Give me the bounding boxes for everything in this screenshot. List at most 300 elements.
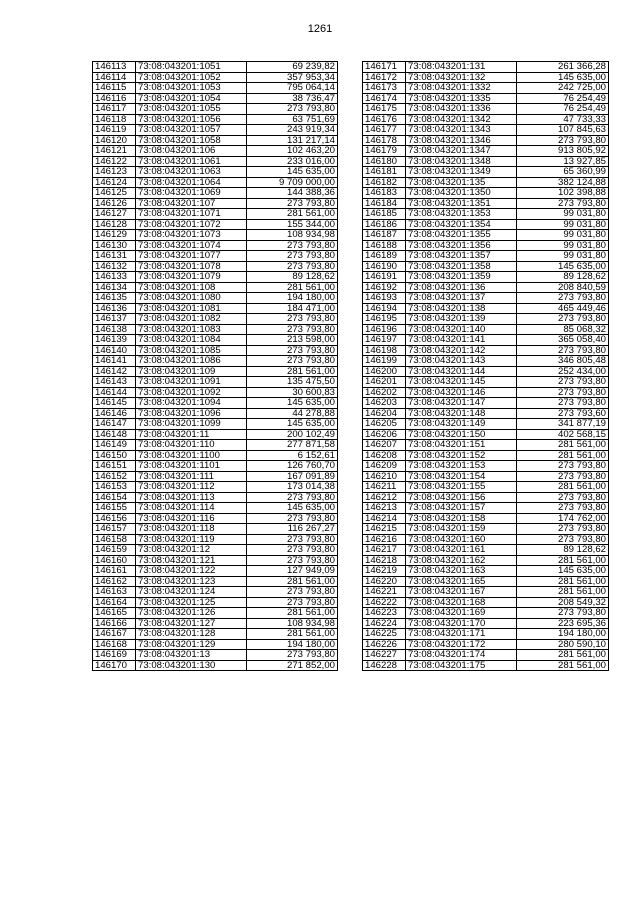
row-number-cell: 146116 — [93, 93, 136, 104]
data-table-right — [362, 61, 609, 671]
cadastral-number-cell: 73:08:043201:111 — [136, 471, 247, 482]
value-cell: 281 561,00 — [517, 660, 609, 671]
row-number-cell: 146221 — [363, 587, 406, 598]
table-row — [363, 251, 609, 262]
cadastral-number-cell: 73:08:043201:1092 — [136, 387, 247, 398]
cadastral-number-cell: 73:08:043201:153 — [406, 461, 517, 472]
row-number-cell: 146134 — [93, 282, 136, 293]
table-row — [363, 471, 609, 482]
row-number-cell: 146119 — [93, 125, 136, 136]
cadastral-number-cell: 73:08:043201:1069 — [136, 188, 247, 199]
table-row — [363, 356, 609, 367]
cadastral-number-cell: 73:08:043201:1073 — [136, 230, 247, 241]
table-row — [363, 240, 609, 251]
table-row — [363, 177, 609, 188]
table-row — [93, 398, 338, 409]
table-row — [363, 545, 609, 556]
table-row — [93, 156, 338, 167]
row-number-cell: 146204 — [363, 408, 406, 419]
cadastral-number-cell: 73:08:043201:145 — [406, 377, 517, 388]
row-number-cell: 146126 — [93, 198, 136, 209]
cadastral-number-cell: 73:08:043201:155 — [406, 482, 517, 493]
value-cell: 89 128,62 — [517, 545, 609, 556]
row-number-cell: 146117 — [93, 104, 136, 115]
cadastral-number-cell: 73:08:043201:158 — [406, 513, 517, 524]
table-row — [93, 555, 338, 566]
table-row — [363, 125, 609, 136]
cadastral-number-cell: 73:08:043201:1349 — [406, 167, 517, 178]
value-cell: 208 549,32 — [517, 597, 609, 608]
table-row — [93, 177, 338, 188]
value-cell: 273 793,80 — [517, 461, 609, 472]
cadastral-number-cell: 73:08:043201:119 — [136, 534, 247, 545]
cadastral-number-cell: 73:08:043201:136 — [406, 282, 517, 293]
cadastral-number-cell: 73:08:043201:1072 — [136, 219, 247, 230]
table-row — [363, 492, 609, 503]
table-row — [363, 450, 609, 461]
table-row — [363, 629, 609, 640]
cadastral-number-cell: 73:08:043201:1079 — [136, 272, 247, 283]
row-number-cell: 146125 — [93, 188, 136, 199]
value-cell: 913 805,92 — [517, 146, 609, 157]
value-cell: 69 239,82 — [247, 62, 338, 73]
cadastral-number-cell: 73:08:043201:167 — [406, 587, 517, 598]
value-cell: 273 793,80 — [517, 387, 609, 398]
row-number-cell: 146213 — [363, 503, 406, 514]
row-number-cell: 146179 — [363, 146, 406, 157]
table-row — [93, 366, 338, 377]
row-number-cell: 146166 — [93, 618, 136, 629]
table-row — [93, 146, 338, 157]
cadastral-number-cell: 73:08:043201:1054 — [136, 93, 247, 104]
row-number-cell: 146140 — [93, 345, 136, 356]
table-row — [93, 587, 338, 598]
value-cell: 99 031,80 — [517, 209, 609, 220]
row-number-cell: 146124 — [93, 177, 136, 188]
value-cell: 281 561,00 — [517, 450, 609, 461]
table-row — [93, 356, 338, 367]
row-number-cell: 146214 — [363, 513, 406, 524]
value-cell: 145 635,00 — [517, 566, 609, 577]
cadastral-number-cell: 73:08:043201:112 — [136, 482, 247, 493]
row-number-cell: 146160 — [93, 555, 136, 566]
row-number-cell: 146184 — [363, 198, 406, 209]
table-row — [93, 461, 338, 472]
table-body-right — [363, 62, 609, 671]
cadastral-number-cell: 73:08:043201:174 — [406, 650, 517, 661]
table-row — [93, 230, 338, 241]
row-number-cell: 146156 — [93, 513, 136, 524]
cadastral-number-cell: 73:08:043201:127 — [136, 618, 247, 629]
row-number-cell: 146223 — [363, 608, 406, 619]
cadastral-number-cell: 73:08:043201:151 — [406, 440, 517, 451]
row-number-cell: 146136 — [93, 303, 136, 314]
value-cell: 194 180,00 — [247, 293, 338, 304]
cadastral-number-cell: 73:08:043201:106 — [136, 146, 247, 157]
cadastral-number-cell: 73:08:043201:148 — [406, 408, 517, 419]
table-row — [93, 471, 338, 482]
value-cell: 281 561,00 — [517, 587, 609, 598]
row-number-cell: 146163 — [93, 587, 136, 598]
cadastral-number-cell: 73:08:043201:124 — [136, 587, 247, 598]
cadastral-number-cell: 73:08:043201:165 — [406, 576, 517, 587]
cadastral-number-cell: 73:08:043201:125 — [136, 597, 247, 608]
value-cell: 281 561,00 — [247, 209, 338, 220]
cadastral-number-cell: 73:08:043201:160 — [406, 534, 517, 545]
table-row — [93, 545, 338, 556]
table-row — [363, 555, 609, 566]
row-number-cell: 146177 — [363, 125, 406, 136]
cadastral-number-cell: 73:08:043201:1094 — [136, 398, 247, 409]
cadastral-number-cell: 73:08:043201:129 — [136, 639, 247, 650]
cadastral-number-cell: 73:08:043201:1078 — [136, 261, 247, 272]
row-number-cell: 146145 — [93, 398, 136, 409]
cadastral-number-cell: 73:08:043201:135 — [406, 177, 517, 188]
row-number-cell: 146127 — [93, 209, 136, 220]
value-cell: 155 344,00 — [247, 219, 338, 230]
value-cell: 116 267,27 — [247, 524, 338, 535]
cadastral-number-cell: 73:08:043201:152 — [406, 450, 517, 461]
value-cell: 194 180,00 — [517, 629, 609, 640]
value-cell: 273 793,80 — [247, 261, 338, 272]
cadastral-number-cell: 73:08:043201:1085 — [136, 345, 247, 356]
value-cell: 108 934,98 — [247, 230, 338, 241]
table-row — [363, 576, 609, 587]
value-cell: 6 152,61 — [247, 450, 338, 461]
row-number-cell: 146203 — [363, 398, 406, 409]
data-table-left — [92, 61, 338, 671]
value-cell: 9 709 000,00 — [247, 177, 338, 188]
row-number-cell: 146200 — [363, 366, 406, 377]
value-cell: 271 852,00 — [247, 660, 338, 671]
table-row — [93, 419, 338, 430]
table-row — [363, 114, 609, 125]
value-cell: 102 398,88 — [517, 188, 609, 199]
row-number-cell: 146210 — [363, 471, 406, 482]
row-number-cell: 146113 — [93, 62, 136, 73]
row-number-cell: 146118 — [93, 114, 136, 125]
row-number-cell: 146133 — [93, 272, 136, 283]
cadastral-number-cell: 73:08:043201:154 — [406, 471, 517, 482]
cadastral-number-cell: 73:08:043201:1332 — [406, 83, 517, 94]
value-cell: 145 635,00 — [247, 167, 338, 178]
table-row — [93, 513, 338, 524]
table-row — [363, 324, 609, 335]
row-number-cell: 146219 — [363, 566, 406, 577]
table-row — [93, 335, 338, 346]
row-number-cell: 146178 — [363, 135, 406, 146]
row-number-cell: 146194 — [363, 303, 406, 314]
cadastral-number-cell: 73:08:043201:144 — [406, 366, 517, 377]
value-cell: 102 463,20 — [247, 146, 338, 157]
row-number-cell: 146175 — [363, 104, 406, 115]
row-number-cell: 146215 — [363, 524, 406, 535]
cadastral-number-cell: 73:08:043201:1091 — [136, 377, 247, 388]
value-cell: 273 793,80 — [247, 345, 338, 356]
row-number-cell: 146148 — [93, 429, 136, 440]
cadastral-number-cell: 73:08:043201:162 — [406, 555, 517, 566]
value-cell: 795 064,14 — [247, 83, 338, 94]
page-number: 1261 — [307, 23, 333, 35]
cadastral-number-cell: 73:08:043201:1347 — [406, 146, 517, 157]
value-cell: 273 793,80 — [247, 240, 338, 251]
cadastral-number-cell: 73:08:043201:1356 — [406, 240, 517, 251]
value-cell: 273 793,60 — [517, 408, 609, 419]
table-row — [93, 629, 338, 640]
row-number-cell: 146114 — [93, 72, 136, 83]
cadastral-number-cell: 73:08:043201:157 — [406, 503, 517, 514]
table-row — [363, 440, 609, 451]
cadastral-number-cell: 73:08:043201:11 — [136, 429, 247, 440]
row-number-cell: 146187 — [363, 230, 406, 241]
value-cell: 261 366,28 — [517, 62, 609, 73]
value-cell: 273 793,80 — [517, 534, 609, 545]
cadastral-number-cell: 73:08:043201:118 — [136, 524, 247, 535]
cadastral-number-cell: 73:08:043201:116 — [136, 513, 247, 524]
table-row — [363, 618, 609, 629]
table-row — [93, 240, 338, 251]
value-cell: 273 793,80 — [247, 597, 338, 608]
row-number-cell: 146137 — [93, 314, 136, 325]
cadastral-number-cell: 73:08:043201:1351 — [406, 198, 517, 209]
table-row — [363, 314, 609, 325]
cadastral-number-cell: 73:08:043201:128 — [136, 629, 247, 640]
table-row — [363, 135, 609, 146]
row-number-cell: 146150 — [93, 450, 136, 461]
row-number-cell: 146202 — [363, 387, 406, 398]
row-number-cell: 146197 — [363, 335, 406, 346]
table-row — [363, 146, 609, 157]
row-number-cell: 146147 — [93, 419, 136, 430]
value-cell: 280 590,10 — [517, 639, 609, 650]
row-number-cell: 146193 — [363, 293, 406, 304]
value-cell: 108 934,98 — [247, 618, 338, 629]
cadastral-number-cell: 73:08:043201:123 — [136, 576, 247, 587]
value-cell: 30 600,83 — [247, 387, 338, 398]
cadastral-number-cell: 73:08:043201:1359 — [406, 272, 517, 283]
table-row — [93, 639, 338, 650]
table-row — [363, 72, 609, 83]
table-row — [363, 272, 609, 283]
table-row — [363, 597, 609, 608]
cadastral-number-cell: 73:08:043201:139 — [406, 314, 517, 325]
row-number-cell: 146172 — [363, 72, 406, 83]
row-number-cell: 146171 — [363, 62, 406, 73]
value-cell: 38 736,47 — [247, 93, 338, 104]
table-row — [363, 282, 609, 293]
row-number-cell: 146218 — [363, 555, 406, 566]
cadastral-number-cell: 73:08:043201:146 — [406, 387, 517, 398]
cadastral-number-cell: 73:08:043201:132 — [406, 72, 517, 83]
table-row — [93, 293, 338, 304]
cadastral-number-cell: 73:08:043201:1061 — [136, 156, 247, 167]
table-row — [93, 62, 338, 73]
value-cell: 281 561,00 — [247, 366, 338, 377]
table-row — [93, 566, 338, 577]
cadastral-number-cell: 73:08:043201:1099 — [136, 419, 247, 430]
cadastral-number-cell: 73:08:043201:1342 — [406, 114, 517, 125]
table-row — [363, 167, 609, 178]
cadastral-number-cell: 73:08:043201:1355 — [406, 230, 517, 241]
table-row — [93, 429, 338, 440]
value-cell: 277 871,58 — [247, 440, 338, 451]
table-body-left — [93, 62, 338, 671]
cadastral-number-cell: 73:08:043201:1086 — [136, 356, 247, 367]
table-row — [93, 93, 338, 104]
row-number-cell: 146170 — [93, 660, 136, 671]
row-number-cell: 146185 — [363, 209, 406, 220]
row-number-cell: 146207 — [363, 440, 406, 451]
table-row — [363, 524, 609, 535]
table-row — [363, 188, 609, 199]
row-number-cell: 146122 — [93, 156, 136, 167]
cadastral-number-cell: 73:08:043201:170 — [406, 618, 517, 629]
value-cell: 145 635,00 — [247, 503, 338, 514]
table-row — [93, 303, 338, 314]
cadastral-number-cell: 73:08:043201:1358 — [406, 261, 517, 272]
cadastral-number-cell: 73:08:043201:1343 — [406, 125, 517, 136]
value-cell: 281 561,00 — [517, 650, 609, 661]
value-cell: 89 128,62 — [517, 272, 609, 283]
value-cell: 252 434,00 — [517, 366, 609, 377]
cadastral-number-cell: 73:08:043201:1063 — [136, 167, 247, 178]
value-cell: 281 561,00 — [247, 576, 338, 587]
value-cell: 273 793,80 — [247, 534, 338, 545]
row-number-cell: 146183 — [363, 188, 406, 199]
value-cell: 365 058,40 — [517, 335, 609, 346]
cadastral-number-cell: 73:08:043201:1084 — [136, 335, 247, 346]
cadastral-number-cell: 73:08:043201:168 — [406, 597, 517, 608]
table-row — [93, 188, 338, 199]
cadastral-number-cell: 73:08:043201:169 — [406, 608, 517, 619]
table-row — [93, 282, 338, 293]
cadastral-number-cell: 73:08:043201:1053 — [136, 83, 247, 94]
value-cell: 273 793,80 — [247, 545, 338, 556]
row-number-cell: 146173 — [363, 83, 406, 94]
value-cell: 341 877,19 — [517, 419, 609, 430]
cadastral-number-cell: 73:08:043201:1055 — [136, 104, 247, 115]
table-row — [93, 608, 338, 619]
value-cell: 99 031,80 — [517, 240, 609, 251]
table-row — [363, 293, 609, 304]
cadastral-number-cell: 73:08:043201:1354 — [406, 219, 517, 230]
row-number-cell: 146198 — [363, 345, 406, 356]
table-row — [363, 93, 609, 104]
value-cell: 273 793,80 — [517, 314, 609, 325]
row-number-cell: 146189 — [363, 251, 406, 262]
row-number-cell: 146123 — [93, 167, 136, 178]
value-cell: 213 598,00 — [247, 335, 338, 346]
table-row — [363, 503, 609, 514]
cadastral-number-cell: 73:08:043201:108 — [136, 282, 247, 293]
cadastral-number-cell: 73:08:043201:1353 — [406, 209, 517, 220]
cadastral-number-cell: 73:08:043201:1336 — [406, 104, 517, 115]
table-row — [363, 377, 609, 388]
row-number-cell: 146161 — [93, 566, 136, 577]
row-number-cell: 146165 — [93, 608, 136, 619]
table-row — [363, 198, 609, 209]
table-row — [93, 72, 338, 83]
value-cell: 76 254,49 — [517, 104, 609, 115]
table-row — [93, 524, 338, 535]
value-cell: 233 016,00 — [247, 156, 338, 167]
value-cell: 174 762,00 — [517, 513, 609, 524]
row-number-cell: 146143 — [93, 377, 136, 388]
cadastral-number-cell: 73:08:043201:121 — [136, 555, 247, 566]
table-row — [93, 408, 338, 419]
table-row — [93, 104, 338, 115]
table-row — [363, 62, 609, 73]
table-row — [363, 534, 609, 545]
cadastral-number-cell: 73:08:043201:161 — [406, 545, 517, 556]
value-cell: 273 793,80 — [517, 503, 609, 514]
table-row — [363, 419, 609, 430]
row-number-cell: 146205 — [363, 419, 406, 430]
row-number-cell: 146129 — [93, 230, 136, 241]
value-cell: 194 180,00 — [247, 639, 338, 650]
row-number-cell: 146191 — [363, 272, 406, 283]
table-row — [93, 251, 338, 262]
value-cell: 273 793,80 — [247, 492, 338, 503]
cadastral-number-cell: 73:08:043201:138 — [406, 303, 517, 314]
value-cell: 273 793,80 — [517, 398, 609, 409]
row-number-cell: 146154 — [93, 492, 136, 503]
table-row — [93, 492, 338, 503]
row-number-cell: 146138 — [93, 324, 136, 335]
value-cell: 281 561,00 — [247, 608, 338, 619]
row-number-cell: 146224 — [363, 618, 406, 629]
row-number-cell: 146211 — [363, 482, 406, 493]
table-row — [93, 114, 338, 125]
row-number-cell: 146128 — [93, 219, 136, 230]
value-cell: 273 793,80 — [247, 555, 338, 566]
table-row — [363, 261, 609, 272]
row-number-cell: 146155 — [93, 503, 136, 514]
table-row — [93, 198, 338, 209]
cadastral-number-cell: 73:08:043201:140 — [406, 324, 517, 335]
table-row — [93, 387, 338, 398]
cadastral-number-cell: 73:08:043201:156 — [406, 492, 517, 503]
value-cell: 145 635,00 — [247, 398, 338, 409]
value-cell: 273 793,80 — [517, 608, 609, 619]
cadastral-number-cell: 73:08:043201:1056 — [136, 114, 247, 125]
row-number-cell: 146159 — [93, 545, 136, 556]
table-row — [363, 303, 609, 314]
row-number-cell: 146144 — [93, 387, 136, 398]
row-number-cell: 146188 — [363, 240, 406, 251]
row-number-cell: 146225 — [363, 629, 406, 640]
row-number-cell: 146153 — [93, 482, 136, 493]
value-cell: 131 217,14 — [247, 135, 338, 146]
row-number-cell: 146216 — [363, 534, 406, 545]
cadastral-number-cell: 73:08:043201:1057 — [136, 125, 247, 136]
row-number-cell: 146157 — [93, 524, 136, 535]
value-cell: 273 793,80 — [247, 251, 338, 262]
value-cell: 346 805,48 — [517, 356, 609, 367]
table-row — [363, 209, 609, 220]
row-number-cell: 146174 — [363, 93, 406, 104]
cadastral-number-cell: 73:08:043201:1052 — [136, 72, 247, 83]
cadastral-number-cell: 73:08:043201:1081 — [136, 303, 247, 314]
row-number-cell: 146196 — [363, 324, 406, 335]
cadastral-number-cell: 73:08:043201:109 — [136, 366, 247, 377]
table-row — [363, 608, 609, 619]
cadastral-number-cell: 73:08:043201:1083 — [136, 324, 247, 335]
value-cell: 273 793,80 — [247, 104, 338, 115]
cadastral-number-cell: 73:08:043201:114 — [136, 503, 247, 514]
row-number-cell: 146168 — [93, 639, 136, 650]
row-number-cell: 146158 — [93, 534, 136, 545]
